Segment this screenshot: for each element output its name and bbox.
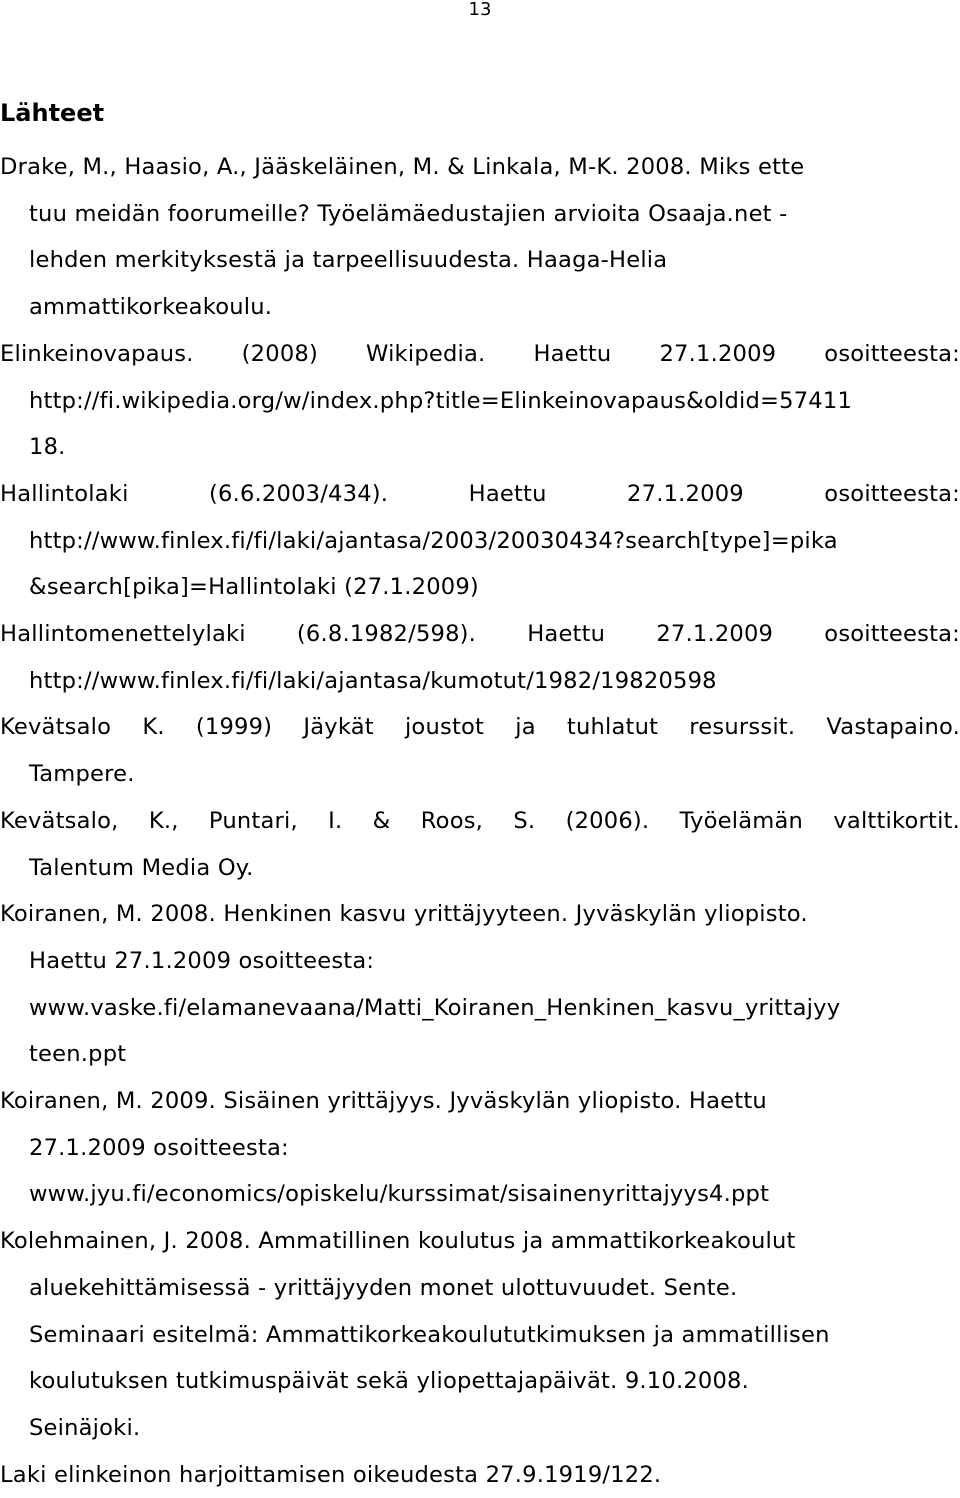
- reference-line: Elinkeinovapaus. (2008) Wikipedia. Haettu 27.1.2009 osoitteesta:: [0, 340, 960, 367]
- reference-line: Koiranen, M. 2009. Sisäinen yrittäjyys. Jyväskylän yliopisto. Haettu: [0, 1088, 767, 1115]
- reference-elinkeinovapaus-2008: [0, 331, 960, 471]
- reference-line: Laki elinkeinon harjoittamisen oikeudesta 27.9.1919/122.: [0, 1461, 662, 1488]
- reference-line: aluekehittämisessä - yrittäjyyden monet ulottuvuudet. Sente.: [29, 1274, 738, 1301]
- reference-url: http://fi.wikipedia.org/w/index.php?title=Elinkeinovapaus&oldid=57411: [29, 387, 853, 414]
- reference-line: Kolehmainen, J. 2008. Ammatillinen koulutus ja ammattikorkeakoulut: [0, 1228, 796, 1255]
- reference-line: lehden merkityksestä ja tarpeellisuudesta. Haaga-Helia: [29, 247, 668, 274]
- reference-line: Koiranen, M. 2008. Henkinen kasvu yrittäjyyteen. Jyväskylän yliopisto.: [0, 901, 808, 928]
- reference-laki-elinkeinon-1919: [0, 1452, 960, 1498]
- reference-line: Hallintomenettelylaki (6.8.1982/598). Haettu 27.1.2009 osoitteesta:: [0, 621, 960, 648]
- reference-kolehmainen-2008: [0, 1218, 960, 1452]
- reference-line: tuu meidän foorumeille? Työelämäedustajien arvioita Osaaja.net -: [29, 200, 788, 227]
- reference-line: koulutuksen tutkimuspäivät sekä yliopettajapäivät. 9.10.2008.: [29, 1368, 750, 1395]
- reference-url: &search[pika]=Hallintolaki (27.1.2009): [29, 574, 479, 601]
- reference-line: 27.1.2009 osoitteesta:: [29, 1134, 289, 1161]
- reference-url: www.vaske.fi/elamanevaana/Matti_Koiranen_Henkinen_kasvu_yrittajyy: [29, 994, 841, 1021]
- reference-kevatsalo-2006: [0, 798, 960, 891]
- reference-url: www.jyu.fi/economics/opiskelu/kurssimat/sisainenyrittajyys4.ppt: [29, 1181, 770, 1208]
- reference-drake-2008: [0, 144, 960, 331]
- reference-list: [0, 144, 960, 1498]
- page-number: 13: [468, 0, 492, 20]
- reference-url: http://www.finlex.fi/fi/laki/ajantasa/2003/20030434?search[type]=pika: [29, 527, 838, 554]
- reference-url: teen.ppt: [29, 1041, 127, 1068]
- reference-url: 18.: [29, 434, 66, 461]
- reference-line: Seinäjoki.: [29, 1414, 141, 1441]
- reference-line: Tampere.: [29, 761, 135, 788]
- reference-line: Kevätsalo, K., Puntari, I. & Roos, S. (2006). Työelämän valttikortit.: [0, 807, 960, 834]
- reference-koiranen-2009: [0, 1078, 960, 1218]
- reference-hallintomenettelylaki-1982: [0, 611, 960, 704]
- reference-kevatsalo-1999: [0, 704, 960, 797]
- section-heading: Lähteet: [0, 99, 105, 127]
- reference-line: Drake, M., Haasio, A., Jääskeläinen, M. & Linkala, M-K. 2008. Miks ette: [0, 154, 805, 180]
- reference-line: Kevätsalo K. (1999) Jäykät joustot ja tuhlatut resurssit. Vastapaino.: [0, 714, 960, 741]
- reference-url: http://www.finlex.fi/fi/laki/ajantasa/kumotut/1982/19820598: [29, 667, 717, 694]
- reference-line: Seminaari esitelmä: Ammattikorkeakoulututkimuksen ja ammatillisen: [29, 1321, 830, 1348]
- reference-line: Talentum Media Oy.: [29, 854, 254, 881]
- reference-line: Haettu 27.1.2009 osoitteesta:: [29, 947, 375, 974]
- reference-hallintolaki-2003: [0, 471, 960, 611]
- reference-koiranen-2008: [0, 891, 960, 1078]
- reference-line: ammattikorkeakoulu.: [29, 294, 273, 321]
- reference-line: Hallintolaki (6.6.2003/434). Haettu 27.1.2009 osoitteesta:: [0, 480, 960, 507]
